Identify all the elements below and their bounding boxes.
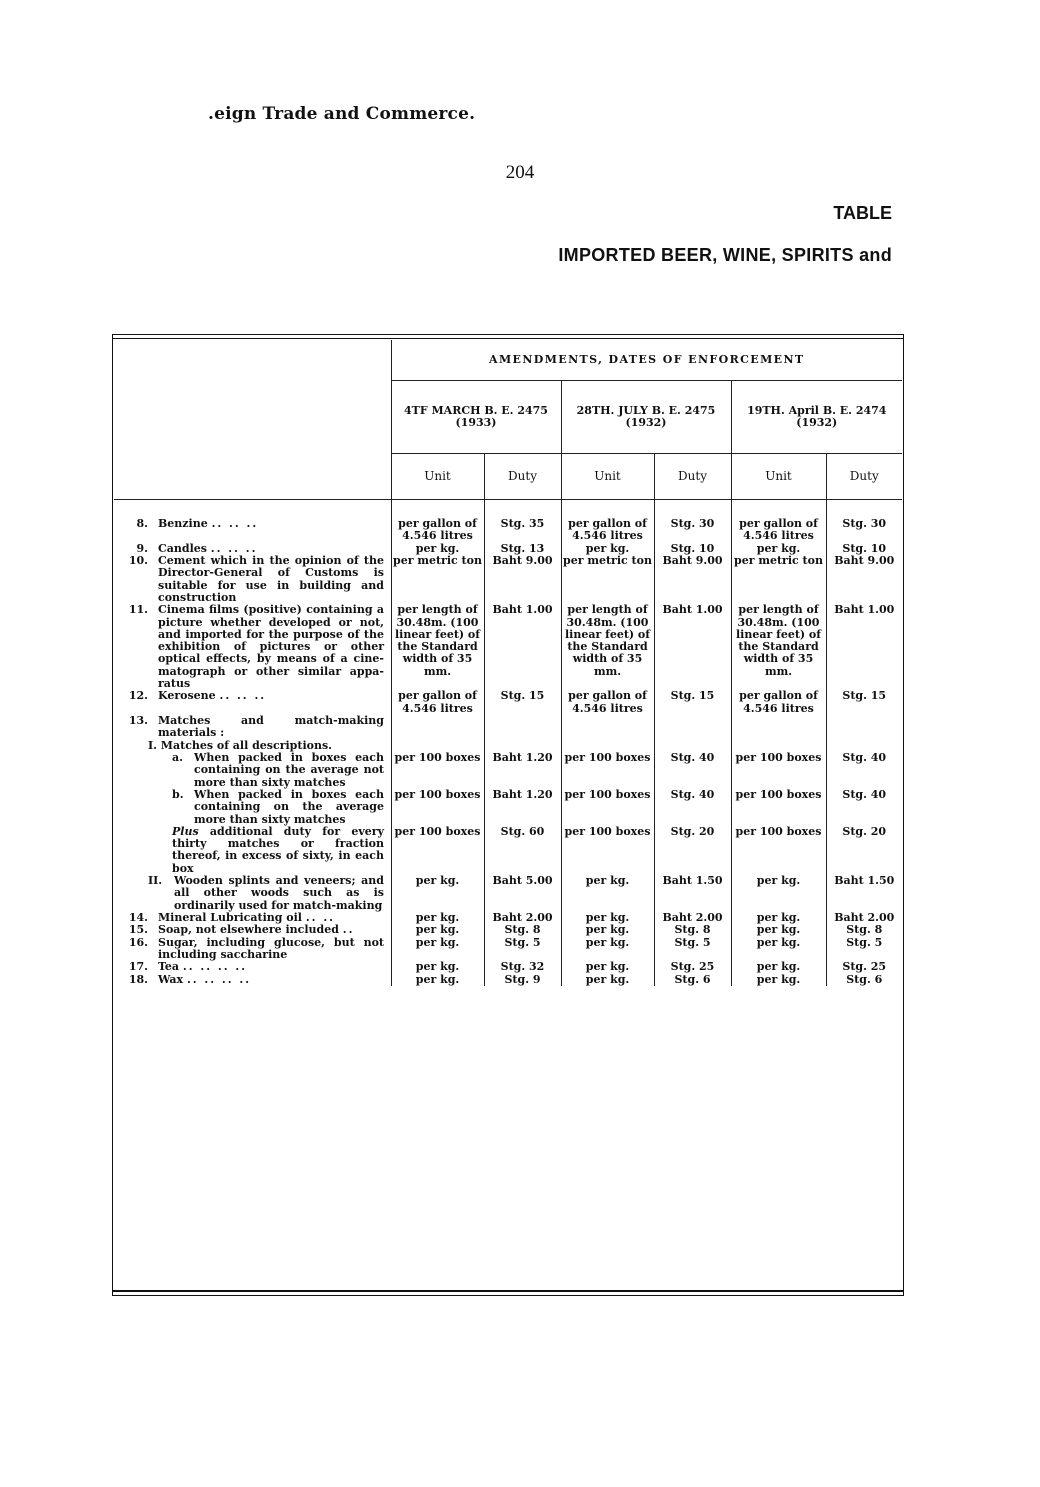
unit-cell: per kg. bbox=[731, 937, 826, 962]
unit-cell: per gallon of 4.546 litres bbox=[731, 690, 826, 715]
duty-cell: Baht 1.50 bbox=[654, 875, 731, 912]
duty-cell: Baht 2.00 bbox=[826, 912, 902, 924]
duty-cell: Stg. 20 bbox=[826, 826, 902, 875]
item-description bbox=[114, 555, 391, 604]
item-text: Candles .. .. .. bbox=[158, 541, 258, 555]
table-row bbox=[114, 826, 902, 875]
table-top-rule bbox=[112, 338, 904, 339]
header-date-2: 28TH. JULY B. E. 2475 (1932) bbox=[561, 381, 731, 454]
item-description bbox=[114, 961, 391, 973]
unit-cell: per kg. bbox=[561, 974, 654, 986]
sub-item-text: When packed in boxes each containing on the average not more than sixty matches bbox=[194, 750, 384, 789]
duty-cell: Baht 9.00 bbox=[654, 555, 731, 604]
header-date-3: 19TH. April B. E. 2474 (1932) bbox=[731, 381, 902, 454]
table-row bbox=[114, 604, 902, 690]
header-date-1: 4TF MARCH B. E. 2475 (1933) bbox=[391, 381, 561, 454]
duty-cell: Stg. 60 bbox=[484, 826, 561, 875]
duty-cell: Stg. 5 bbox=[826, 937, 902, 962]
duty-cell: Baht 1.20 bbox=[484, 789, 561, 826]
duty-cell: Stg. 8 bbox=[654, 924, 731, 936]
item-text: Sugar, including glucose, but not including saccharine bbox=[158, 935, 384, 961]
unit-cell: per length of 30.48m. (100 linear feet) of the Standard width of 35 mm. bbox=[561, 604, 654, 690]
unit-cell: per 100 boxes bbox=[391, 789, 484, 826]
duty-cell: Stg. 35 bbox=[484, 518, 561, 543]
duty-cell: Stg. 25 bbox=[654, 961, 731, 973]
sub-item-text: When packed in boxes each containing on the average more than sixty matches bbox=[194, 787, 384, 826]
table-row bbox=[114, 555, 902, 604]
plus-text: additional duty for every thirty matches or fraction thereof, in excess of sixty, in each box bbox=[172, 824, 384, 875]
item-text: Cement which in the opinion of the Director-General of Customs is suitable for use in building and construction bbox=[158, 553, 384, 604]
item-description bbox=[114, 690, 391, 715]
item-number: 14. bbox=[128, 911, 148, 924]
header-unit: Unit bbox=[561, 454, 654, 500]
item-text: Matches and match-making materials : bbox=[158, 714, 384, 740]
duty-cell: Baht 1.20 bbox=[484, 752, 561, 789]
header-blank-cell bbox=[114, 340, 391, 500]
duty-cell: Stg. 10 bbox=[654, 543, 731, 555]
item-number: 13. bbox=[128, 714, 148, 727]
leader-dots: .. .. bbox=[305, 911, 335, 924]
unit-cell: per gallon of 4.546 litres bbox=[731, 518, 826, 543]
duty-cell: Baht 2.00 bbox=[654, 912, 731, 924]
unit-cell: per 100 boxes bbox=[731, 752, 826, 789]
unit-cell: per kg. bbox=[731, 961, 826, 973]
item-description bbox=[114, 715, 391, 740]
unit-cell: per 100 boxes bbox=[561, 826, 654, 875]
item-description bbox=[114, 937, 391, 962]
duty-cell: Stg. 32 bbox=[484, 961, 561, 973]
header-unit: Unit bbox=[731, 454, 826, 500]
table-row bbox=[114, 752, 902, 789]
item-number: 10. bbox=[128, 553, 148, 567]
running-head: .eign Trade and Commerce. bbox=[208, 104, 476, 124]
unit-cell: per 100 boxes bbox=[731, 789, 826, 826]
item-description bbox=[114, 924, 391, 936]
tariff-table bbox=[114, 340, 902, 986]
unit-cell bbox=[731, 715, 826, 740]
duty-cell: Stg. 15 bbox=[826, 690, 902, 715]
duty-cell: Baht 9.00 bbox=[826, 555, 902, 604]
unit-cell: per kg. bbox=[391, 912, 484, 924]
unit-cell: per kg. bbox=[731, 912, 826, 924]
table-row bbox=[114, 690, 902, 715]
duty-cell: Stg. 40 bbox=[826, 752, 902, 789]
leader-dots: .. .. .. .. bbox=[186, 972, 252, 986]
item-number: 12. bbox=[128, 689, 148, 703]
duty-cell: Stg. 6 bbox=[826, 974, 902, 986]
unit-cell: per kg. bbox=[731, 974, 826, 986]
unit-cell: per gallon of 4.546 litres bbox=[561, 518, 654, 543]
sub-item-label: a. bbox=[172, 750, 183, 764]
item-text: Tea .. .. .. .. bbox=[158, 960, 248, 974]
duty-cell: Baht 1.00 bbox=[826, 604, 902, 690]
page-number: 204 bbox=[505, 162, 535, 183]
duty-cell: Stg. 5 bbox=[654, 937, 731, 962]
table-row bbox=[114, 924, 902, 936]
unit-cell: per gallon of 4.546 litres bbox=[391, 518, 484, 543]
duty-cell: Baht 1.00 bbox=[654, 604, 731, 690]
unit-cell: per kg. bbox=[391, 924, 484, 936]
item-number: 15. bbox=[128, 923, 148, 937]
sub-item-label: b. bbox=[172, 787, 184, 801]
header-duty: Duty bbox=[654, 454, 731, 500]
item-text: Benzine .. .. .. bbox=[158, 517, 259, 530]
leader-dots: .. .. .. bbox=[210, 541, 258, 555]
unit-cell: per kg. bbox=[561, 875, 654, 912]
unit-cell: per kg. bbox=[731, 924, 826, 936]
duty-cell: Stg. 30 bbox=[654, 518, 731, 543]
table-row bbox=[114, 715, 902, 740]
unit-cell: per 100 boxes bbox=[561, 789, 654, 826]
duty-cell: Stg. 9 bbox=[484, 974, 561, 986]
unit-cell: per kg. bbox=[731, 543, 826, 555]
unit-cell bbox=[561, 715, 654, 740]
item-description bbox=[114, 875, 391, 912]
unit-cell: per length of 30.48m. (100 linear feet) of the Standard width of 35 mm. bbox=[731, 604, 826, 690]
sub-item-text bbox=[172, 826, 384, 875]
unit-cell: per metric ton bbox=[561, 555, 654, 604]
leader-dots: .. bbox=[342, 923, 355, 937]
unit-cell: per kg. bbox=[561, 912, 654, 924]
duty-cell: Stg. 10 bbox=[826, 543, 902, 555]
item-description bbox=[114, 789, 391, 826]
unit-cell: per kg. bbox=[561, 961, 654, 973]
duty-cell: Stg. 15 bbox=[654, 690, 731, 715]
unit-cell: per kg. bbox=[731, 875, 826, 912]
header-duty: Duty bbox=[484, 454, 561, 500]
unit-cell: per length of 30.48m. (100 linear feet) of the Standard width of 35 mm. bbox=[391, 604, 484, 690]
duty-cell bbox=[654, 715, 731, 740]
unit-cell: per kg. bbox=[561, 937, 654, 962]
unit-cell bbox=[391, 715, 484, 740]
unit-cell: per 100 boxes bbox=[391, 752, 484, 789]
duty-cell: Stg. 8 bbox=[826, 924, 902, 936]
table-row bbox=[114, 937, 902, 962]
item-text: Soap, not elsewhere included .. bbox=[158, 923, 355, 937]
item-text: Cinema films (positive) containing a picture whether developed or not, and imported for the purpose of the exhibition of pictures or other optical effects, by means of a cine-matograph or other similar appa-ratus bbox=[158, 603, 384, 691]
duty-cell: Stg. 13 bbox=[484, 543, 561, 555]
unit-cell: per kg. bbox=[391, 543, 484, 555]
duty-cell: Stg. 40 bbox=[826, 789, 902, 826]
unit-cell: per kg. bbox=[391, 961, 484, 973]
item-description bbox=[114, 974, 391, 986]
unit-cell: per kg. bbox=[561, 543, 654, 555]
leader-dots: .. .. .. bbox=[211, 517, 259, 530]
item-description bbox=[114, 826, 391, 875]
item-number: 17. bbox=[128, 960, 148, 974]
table-row bbox=[114, 518, 902, 543]
duty-cell: Baht 9.00 bbox=[484, 555, 561, 604]
duty-cell: Stg. 40 bbox=[654, 752, 731, 789]
duty-cell: Stg. 15 bbox=[484, 690, 561, 715]
duty-cell: Baht 1.50 bbox=[826, 875, 902, 912]
group-heading-text: I. Matches of all descriptions. bbox=[148, 738, 332, 752]
table-row bbox=[114, 789, 902, 826]
unit-cell: per 100 boxes bbox=[391, 826, 484, 875]
group-label: II. bbox=[148, 874, 163, 888]
unit-cell: per metric ton bbox=[391, 555, 484, 604]
item-text: Mineral Lubricating oil .. .. bbox=[158, 911, 335, 924]
header-duty: Duty bbox=[826, 454, 902, 500]
unit-cell: per kg. bbox=[391, 875, 484, 912]
unit-cell: per 100 boxes bbox=[561, 752, 654, 789]
duty-cell: Stg. 30 bbox=[826, 518, 902, 543]
duty-cell: Stg. 8 bbox=[484, 924, 561, 936]
duty-cell: Stg. 25 bbox=[826, 961, 902, 973]
duty-cell: Stg. 20 bbox=[654, 826, 731, 875]
leader-dots: .. .. .. .. bbox=[182, 960, 248, 974]
duty-cell bbox=[484, 715, 561, 740]
header-amendments: AMENDMENTS, DATES OF ENFORCEMENT bbox=[391, 340, 902, 381]
table-row bbox=[114, 875, 902, 912]
item-description bbox=[114, 604, 391, 690]
item-description bbox=[114, 752, 391, 789]
header-unit: Unit bbox=[391, 454, 484, 500]
plus-label: Plus bbox=[172, 824, 199, 838]
item-number: 8. bbox=[136, 517, 148, 530]
unit-cell: per gallon of 4.546 litres bbox=[391, 690, 484, 715]
unit-cell: per 100 boxes bbox=[731, 826, 826, 875]
duty-cell: Baht 5.00 bbox=[484, 875, 561, 912]
duty-cell: Stg. 40 bbox=[654, 789, 731, 826]
duty-cell: Stg. 5 bbox=[484, 937, 561, 962]
item-number: 18. bbox=[128, 972, 148, 986]
duty-cell: Stg. 6 bbox=[654, 974, 731, 986]
duty-cell: Baht 2.00 bbox=[484, 912, 561, 924]
item-number: 11. bbox=[128, 603, 148, 617]
table-row bbox=[114, 974, 902, 986]
group-text: Wooden splints and veneers; and all other woods such as is ordinarily used for match-making bbox=[174, 874, 384, 912]
table-label: TABLE bbox=[833, 203, 892, 223]
duty-cell bbox=[826, 715, 902, 740]
unit-cell: per metric ton bbox=[731, 555, 826, 604]
unit-cell: per kg. bbox=[561, 924, 654, 936]
item-description bbox=[114, 518, 391, 543]
unit-cell: per kg. bbox=[391, 974, 484, 986]
item-number: 9. bbox=[136, 541, 148, 555]
item-number: 16. bbox=[128, 935, 148, 949]
item-text: Wax .. .. .. .. bbox=[158, 972, 252, 986]
item-text: Kerosene .. .. .. bbox=[158, 689, 267, 703]
leader-dots: .. .. .. bbox=[219, 689, 267, 703]
table-subtitle: IMPORTED BEER, WINE, SPIRITS and bbox=[558, 245, 892, 265]
unit-cell: per kg. bbox=[391, 937, 484, 962]
unit-cell: per gallon of 4.546 litres bbox=[561, 690, 654, 715]
duty-cell: Baht 1.00 bbox=[484, 604, 561, 690]
